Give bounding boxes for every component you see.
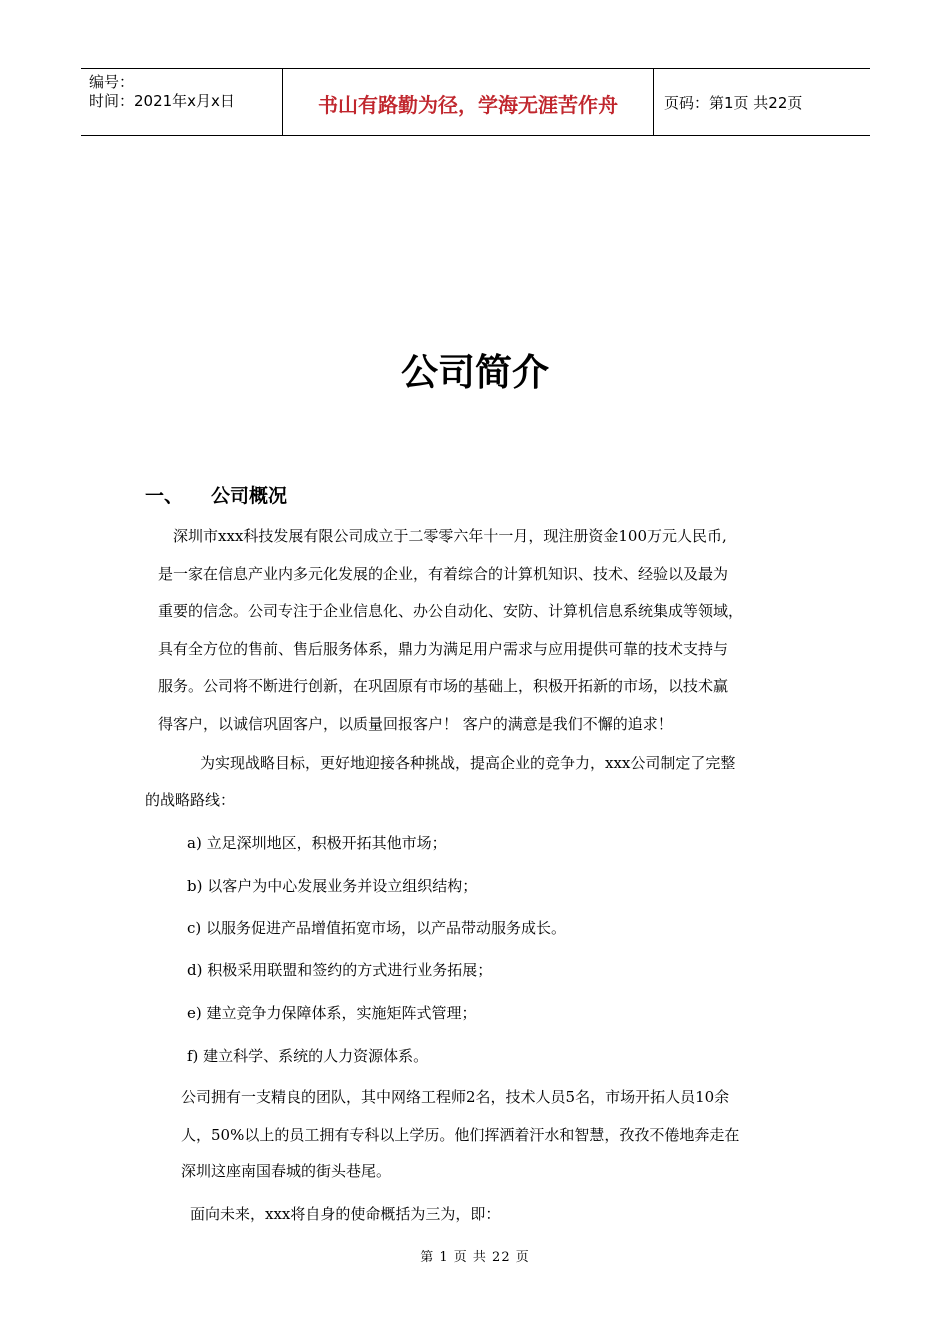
strategy-item: c) 以服务促进产品增值拓宽市场，以产品带动服务成长。 [187, 919, 567, 937]
header-motto: 书山有路勤为径，学海无涯苦作舟 [282, 69, 654, 135]
strategy-item: d) 积极采用联盟和签约的方式进行业务拓展； [187, 961, 493, 979]
strategy-line-1: 为实现战略目标，更好地迎接各种挑战，提高企业的竞争力，xxx公司制定了完整 [200, 754, 736, 772]
intro-line: 是一家在信息产业内多元化发展的企业，有着综合的计算机知识、技术、经验以及最为 [158, 564, 729, 583]
strategy-line-2: 的战略路线： [145, 791, 236, 809]
team-line: 深圳这座南国春城的街头巷尾。 [181, 1162, 392, 1180]
intro-paragraph [158, 518, 808, 743]
intro-line: 具有全方位的售前、售后服务体系，鼎力为满足用户需求与应用提供可靠的技术支持与 [158, 639, 729, 658]
intro-line: 服务。公司将不断进行创新，在巩固原有市场的基础上，积极开拓新的市场，以技术赢 [158, 677, 729, 695]
header-page-info: 页码：第1页 共22页 [664, 93, 803, 112]
section-heading [145, 482, 287, 510]
header-meta [81, 69, 282, 135]
intro-line: 深圳市xxx科技发展有限公司成立于二零零六年十一月，现注册资金100万元人民币, [173, 527, 727, 545]
section-number: 一、 [145, 485, 184, 507]
team-line: 公司拥有一支精良的团队，其中网络工程师2名，技术人员5名，市场开拓人员10余 [181, 1088, 730, 1106]
intro-line: 得客户，以诚信巩固客户，以质量回报客户！ 客户的满意是我们不懈的追求！ [158, 714, 673, 733]
number-label: 编号： [89, 73, 135, 91]
future-line: 面向未来，xxx将自身的使命概括为三为，即： [190, 1205, 501, 1223]
page-footer: 第 1 页 共 22 页 [420, 1250, 530, 1265]
time-label: 时间：2021年x月x日 [89, 92, 235, 110]
strategy-item: a) 立足深圳地区，积极开拓其他市场； [187, 834, 447, 852]
strategy-item: b) 以客户为中心发展业务并设立组织结构； [187, 877, 478, 895]
page-header [81, 68, 870, 136]
team-line: 人，50%以上的员工拥有专科以上学历。他们挥洒着汗水和智慧，孜孜不倦地奔走在 [181, 1126, 740, 1144]
strategy-item: f) 建立科学、系统的人力资源体系。 [187, 1047, 429, 1065]
intro-line: 重要的信念。公司专注于企业信息化、办公自动化、安防、计算机信息系统集成等领域， [158, 602, 744, 620]
document-title: 公司简介 [401, 351, 549, 394]
section-title: 公司概况 [211, 485, 288, 507]
strategy-item: e) 建立竞争力保障体系，实施矩阵式管理； [187, 1004, 477, 1022]
